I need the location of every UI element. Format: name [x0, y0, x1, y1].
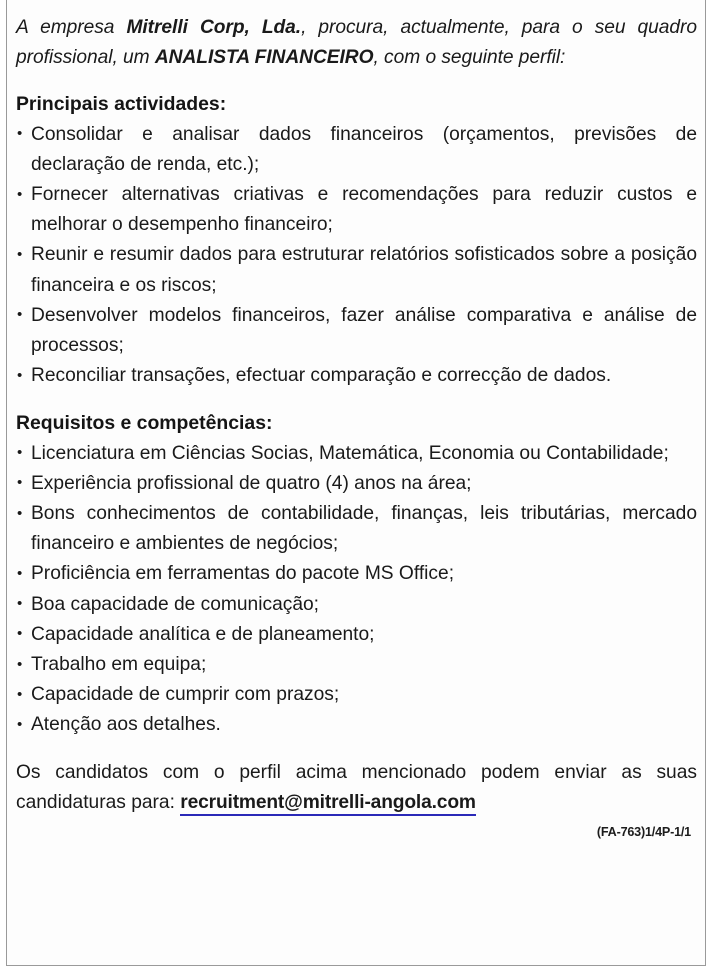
list-item: • Licenciatura em Ciências Socias, Matemática, Economia ou Contabilidade;	[16, 439, 697, 469]
closing-spacer	[16, 741, 697, 758]
requirements-list	[16, 439, 697, 741]
intro-paragraph	[16, 13, 697, 73]
list-item: • Fornecer alternativas criativas e recomendações para reduzir custos e melhorar o desempenho financeiro;	[16, 180, 697, 240]
section-heading-activities: Principais actividades:	[16, 93, 227, 116]
list-item: • Reunir e resumir dados para estruturar relatórios sofisticados sobre a posição financeira e os riscos;	[16, 240, 697, 300]
activities-list	[16, 120, 697, 392]
list-item: • Experiência profissional de quatro (4) anos na área;	[16, 469, 697, 499]
list-item: • Bons conhecimentos de contabilidade, finanças, leis tributárias, mercado financeiro e ambientes de negócios;	[16, 499, 697, 559]
intro-text-part2: , procura, actualmente, para o seu quadro profissional, um	[16, 17, 697, 69]
intro-text-part1: A empresa	[16, 17, 127, 38]
closing-text: Os candidatos com o perfil acima mencionado podem enviar as suas candidaturas para:	[16, 761, 697, 813]
section-spacer	[16, 391, 697, 408]
document-reference-code: (FA-763)1/4P-1/1	[596, 825, 691, 840]
list-item: • Atenção aos detalhes.	[16, 710, 697, 740]
list-item: • Reconciliar transações, efectuar comparação e correcção de dados.	[16, 361, 697, 391]
section-heading-requirements: Requisitos e competências:	[16, 412, 273, 435]
list-item: • Capacidade analítica e de planeamento;	[16, 620, 697, 650]
list-item: • Proficiência em ferramentas do pacote MS Office;	[16, 559, 697, 589]
list-item: • Desenvolver modelos financeiros, fazer análise comparativa e análise de processos;	[16, 301, 697, 361]
closing-paragraph	[16, 758, 697, 818]
list-item: • Trabalho em equipa;	[16, 650, 697, 680]
job-position-title: ANALISTA FINANCEIRO	[154, 47, 374, 69]
list-item: • Boa capacidade de comunicação;	[16, 590, 697, 620]
contact-email-link[interactable]: recruitment@mitrelli-angola.com	[180, 792, 476, 816]
job-advertisement-card	[6, 0, 706, 966]
intro-text-part3: , com o seguinte perfil:	[373, 47, 566, 69]
company-name: Mitrelli Corp, Lda.	[126, 17, 302, 38]
list-item: • Consolidar e analisar dados financeiros (orçamentos, previsões de declaração de renda, etc.);	[16, 120, 697, 180]
list-item: • Capacidade de cumprir com prazos;	[16, 680, 697, 710]
